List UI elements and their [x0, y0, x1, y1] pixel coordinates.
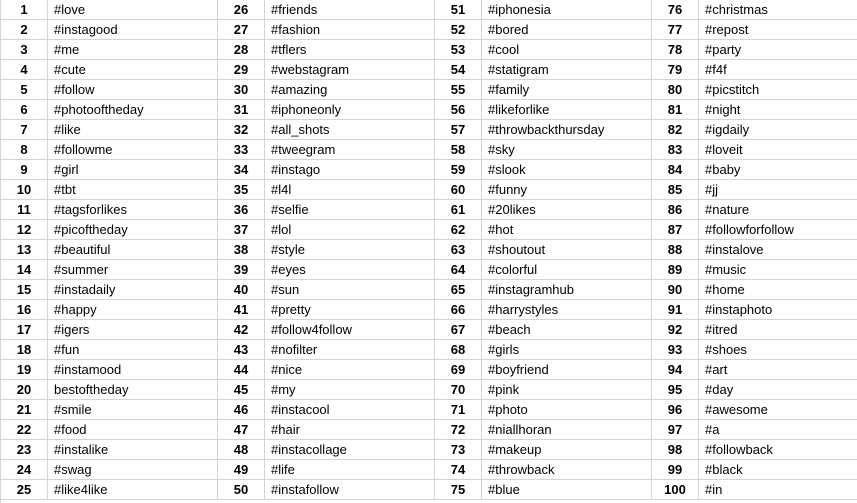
hashtag-cell[interactable]: #repost — [699, 20, 857, 40]
rank-cell[interactable]: 34 — [218, 160, 265, 180]
hashtag-cell[interactable]: #cute — [48, 60, 218, 80]
hashtag-cell[interactable]: #instacollage — [265, 440, 435, 460]
hashtag-cell[interactable]: #tagsforlikes — [48, 200, 218, 220]
hashtag-cell[interactable]: #throwbackthursday — [482, 120, 652, 140]
hashtag-cell[interactable]: #followforfollow — [699, 220, 857, 240]
hashtag-cell[interactable]: #igers — [48, 320, 218, 340]
rank-cell[interactable]: 53 — [435, 40, 482, 60]
hashtag-cell[interactable]: #tbt — [48, 180, 218, 200]
hashtag-cell[interactable]: #fashion — [265, 20, 435, 40]
hashtag-cell[interactable]: #follow4follow — [265, 320, 435, 340]
rank-cell[interactable]: 54 — [435, 60, 482, 80]
hashtag-cell[interactable]: #instacool — [265, 400, 435, 420]
rank-cell[interactable]: 37 — [218, 220, 265, 240]
rank-cell[interactable]: 97 — [652, 420, 699, 440]
rank-cell[interactable]: 77 — [652, 20, 699, 40]
hashtag-cell[interactable]: #shoes — [699, 340, 857, 360]
rank-cell[interactable]: 67 — [435, 320, 482, 340]
hashtag-cell[interactable]: #blue — [482, 480, 652, 500]
rank-cell[interactable]: 83 — [652, 140, 699, 160]
rank-cell[interactable]: 64 — [435, 260, 482, 280]
hashtag-cell[interactable]: #shoutout — [482, 240, 652, 260]
rank-cell[interactable]: 73 — [435, 440, 482, 460]
rank-cell[interactable]: 38 — [218, 240, 265, 260]
rank-cell[interactable]: 100 — [652, 480, 699, 500]
rank-cell[interactable]: 82 — [652, 120, 699, 140]
rank-cell[interactable]: 57 — [435, 120, 482, 140]
rank-cell[interactable]: 71 — [435, 400, 482, 420]
hashtag-cell[interactable]: #colorful — [482, 260, 652, 280]
hashtag-cell[interactable]: #a — [699, 420, 857, 440]
rank-cell[interactable]: 40 — [218, 280, 265, 300]
rank-cell[interactable]: 76 — [652, 0, 699, 20]
hashtag-cell[interactable]: #20likes — [482, 200, 652, 220]
hashtag-cell[interactable]: #instagramhub — [482, 280, 652, 300]
rank-cell[interactable]: 52 — [435, 20, 482, 40]
hashtag-cell[interactable]: #instadaily — [48, 280, 218, 300]
rank-cell[interactable]: 14 — [1, 260, 48, 280]
rank-cell[interactable]: 21 — [1, 400, 48, 420]
hashtag-cell[interactable]: #amazing — [265, 80, 435, 100]
rank-cell[interactable]: 32 — [218, 120, 265, 140]
rank-cell[interactable]: 89 — [652, 260, 699, 280]
rank-cell[interactable]: 5 — [1, 80, 48, 100]
hashtag-cell[interactable]: #all_shots — [265, 120, 435, 140]
rank-cell[interactable]: 65 — [435, 280, 482, 300]
hashtag-cell[interactable]: #my — [265, 380, 435, 400]
hashtag-cell[interactable]: #instaphoto — [699, 300, 857, 320]
rank-cell[interactable]: 15 — [1, 280, 48, 300]
rank-cell[interactable]: 63 — [435, 240, 482, 260]
rank-cell[interactable]: 29 — [218, 60, 265, 80]
rank-cell[interactable]: 24 — [1, 460, 48, 480]
hashtag-cell[interactable]: #photo — [482, 400, 652, 420]
hashtag-cell[interactable]: #bored — [482, 20, 652, 40]
rank-cell[interactable]: 47 — [218, 420, 265, 440]
hashtag-cell[interactable]: #like4like — [48, 480, 218, 500]
hashtag-cell[interactable]: #beautiful — [48, 240, 218, 260]
rank-cell[interactable]: 41 — [218, 300, 265, 320]
hashtag-cell[interactable]: #harrystyles — [482, 300, 652, 320]
hashtag-cell[interactable]: #party — [699, 40, 857, 60]
rank-cell[interactable]: 17 — [1, 320, 48, 340]
hashtag-cell[interactable]: #statigram — [482, 60, 652, 80]
hashtag-cell[interactable]: #instalike — [48, 440, 218, 460]
rank-cell[interactable]: 61 — [435, 200, 482, 220]
hashtag-cell[interactable]: #cool — [482, 40, 652, 60]
rank-cell[interactable]: 86 — [652, 200, 699, 220]
rank-cell[interactable]: 78 — [652, 40, 699, 60]
rank-cell[interactable]: 4 — [1, 60, 48, 80]
rank-cell[interactable]: 56 — [435, 100, 482, 120]
rank-cell[interactable]: 43 — [218, 340, 265, 360]
hashtag-cell[interactable]: #christmas — [699, 0, 857, 20]
rank-cell[interactable]: 25 — [1, 480, 48, 500]
rank-cell[interactable]: 92 — [652, 320, 699, 340]
hashtag-cell[interactable]: #me — [48, 40, 218, 60]
hashtag-cell[interactable]: #boyfriend — [482, 360, 652, 380]
hashtag-cell[interactable]: #loveit — [699, 140, 857, 160]
hashtag-cell[interactable]: #slook — [482, 160, 652, 180]
hashtag-cell[interactable]: #instamood — [48, 360, 218, 380]
rank-cell[interactable]: 11 — [1, 200, 48, 220]
hashtag-cell[interactable]: #f4f — [699, 60, 857, 80]
rank-cell[interactable]: 30 — [218, 80, 265, 100]
hashtag-cell[interactable]: #hot — [482, 220, 652, 240]
rank-cell[interactable]: 9 — [1, 160, 48, 180]
hashtag-cell[interactable]: #selfie — [265, 200, 435, 220]
rank-cell[interactable]: 3 — [1, 40, 48, 60]
rank-cell[interactable]: 99 — [652, 460, 699, 480]
rank-cell[interactable]: 42 — [218, 320, 265, 340]
hashtag-cell[interactable]: #nice — [265, 360, 435, 380]
rank-cell[interactable]: 87 — [652, 220, 699, 240]
rank-cell[interactable]: 91 — [652, 300, 699, 320]
hashtag-cell[interactable]: #happy — [48, 300, 218, 320]
hashtag-cell[interactable]: #lol — [265, 220, 435, 240]
rank-cell[interactable]: 28 — [218, 40, 265, 60]
rank-cell[interactable]: 27 — [218, 20, 265, 40]
hashtag-cell[interactable]: #pink — [482, 380, 652, 400]
rank-cell[interactable]: 18 — [1, 340, 48, 360]
hashtag-cell[interactable]: #sky — [482, 140, 652, 160]
hashtag-cell[interactable]: #throwback — [482, 460, 652, 480]
rank-cell[interactable]: 55 — [435, 80, 482, 100]
rank-cell[interactable]: 39 — [218, 260, 265, 280]
hashtag-cell[interactable]: #l4l — [265, 180, 435, 200]
hashtag-cell[interactable]: #like — [48, 120, 218, 140]
rank-cell[interactable]: 26 — [218, 0, 265, 20]
hashtag-cell[interactable]: #photooftheday — [48, 100, 218, 120]
rank-cell[interactable]: 50 — [218, 480, 265, 500]
rank-cell[interactable]: 49 — [218, 460, 265, 480]
hashtag-cell[interactable]: #food — [48, 420, 218, 440]
hashtag-cell[interactable]: #fun — [48, 340, 218, 360]
rank-cell[interactable]: 84 — [652, 160, 699, 180]
hashtag-cell[interactable]: #home — [699, 280, 857, 300]
hashtag-cell[interactable]: #sun — [265, 280, 435, 300]
rank-cell[interactable]: 8 — [1, 140, 48, 160]
hashtag-cell[interactable]: #eyes — [265, 260, 435, 280]
hashtag-cell[interactable]: #nofilter — [265, 340, 435, 360]
hashtag-cell[interactable]: #girls — [482, 340, 652, 360]
hashtag-cell[interactable]: #niallhoran — [482, 420, 652, 440]
hashtag-cell[interactable]: #instagood — [48, 20, 218, 40]
hashtag-cell[interactable]: #friends — [265, 0, 435, 20]
hashtag-cell[interactable]: #girl — [48, 160, 218, 180]
rank-cell[interactable]: 6 — [1, 100, 48, 120]
rank-cell[interactable]: 74 — [435, 460, 482, 480]
rank-cell[interactable]: 69 — [435, 360, 482, 380]
rank-cell[interactable]: 20 — [1, 380, 48, 400]
rank-cell[interactable]: 58 — [435, 140, 482, 160]
hashtag-cell[interactable]: #smile — [48, 400, 218, 420]
hashtag-cell[interactable]: #picoftheday — [48, 220, 218, 240]
hashtag-cell[interactable]: #hair — [265, 420, 435, 440]
rank-cell[interactable]: 16 — [1, 300, 48, 320]
hashtag-cell[interactable]: #iphoneonly — [265, 100, 435, 120]
hashtag-cell[interactable]: #love — [48, 0, 218, 20]
rank-cell[interactable]: 13 — [1, 240, 48, 260]
rank-cell[interactable]: 36 — [218, 200, 265, 220]
hashtag-cell[interactable]: #swag — [48, 460, 218, 480]
hashtag-cell[interactable]: #baby — [699, 160, 857, 180]
hashtag-cell[interactable]: #instalove — [699, 240, 857, 260]
hashtag-cell[interactable]: #iphonesia — [482, 0, 652, 20]
hashtag-cell[interactable]: #igdaily — [699, 120, 857, 140]
hashtag-cell[interactable]: #pretty — [265, 300, 435, 320]
hashtag-cell[interactable]: #day — [699, 380, 857, 400]
hashtag-cell[interactable]: #awesome — [699, 400, 857, 420]
rank-cell[interactable]: 66 — [435, 300, 482, 320]
hashtag-cell[interactable]: #art — [699, 360, 857, 380]
hashtag-cell[interactable]: #in — [699, 480, 857, 500]
rank-cell[interactable]: 62 — [435, 220, 482, 240]
rank-cell[interactable]: 75 — [435, 480, 482, 500]
rank-cell[interactable]: 94 — [652, 360, 699, 380]
hashtag-cell[interactable]: #beach — [482, 320, 652, 340]
rank-cell[interactable]: 95 — [652, 380, 699, 400]
hashtag-cell[interactable]: #picstitch — [699, 80, 857, 100]
rank-cell[interactable]: 93 — [652, 340, 699, 360]
rank-cell[interactable]: 7 — [1, 120, 48, 140]
hashtag-cell[interactable]: #likeforlike — [482, 100, 652, 120]
hashtag-cell[interactable]: #webstagram — [265, 60, 435, 80]
rank-cell[interactable]: 23 — [1, 440, 48, 460]
hashtag-cell[interactable]: #night — [699, 100, 857, 120]
rank-cell[interactable]: 2 — [1, 20, 48, 40]
rank-cell[interactable]: 90 — [652, 280, 699, 300]
hashtag-cell[interactable]: #summer — [48, 260, 218, 280]
rank-cell[interactable]: 72 — [435, 420, 482, 440]
rank-cell[interactable]: 45 — [218, 380, 265, 400]
rank-cell[interactable]: 68 — [435, 340, 482, 360]
rank-cell[interactable]: 98 — [652, 440, 699, 460]
rank-cell[interactable]: 48 — [218, 440, 265, 460]
rank-cell[interactable]: 88 — [652, 240, 699, 260]
rank-cell[interactable]: 70 — [435, 380, 482, 400]
hashtag-cell[interactable]: bestoftheday — [48, 380, 218, 400]
rank-cell[interactable]: 19 — [1, 360, 48, 380]
hashtag-cell[interactable]: #tweegram — [265, 140, 435, 160]
hashtag-cell[interactable]: #instafollow — [265, 480, 435, 500]
rank-cell[interactable]: 31 — [218, 100, 265, 120]
rank-cell[interactable]: 46 — [218, 400, 265, 420]
hashtag-cell[interactable]: #jj — [699, 180, 857, 200]
rank-cell[interactable]: 79 — [652, 60, 699, 80]
hashtag-cell[interactable]: #family — [482, 80, 652, 100]
hashtag-cell[interactable]: #nature — [699, 200, 857, 220]
hashtag-cell[interactable]: #followback — [699, 440, 857, 460]
hashtag-cell[interactable]: #tflers — [265, 40, 435, 60]
rank-cell[interactable]: 85 — [652, 180, 699, 200]
hashtag-cell[interactable]: #black — [699, 460, 857, 480]
hashtag-cell[interactable]: #music — [699, 260, 857, 280]
rank-cell[interactable]: 1 — [1, 0, 48, 20]
rank-cell[interactable]: 96 — [652, 400, 699, 420]
rank-cell[interactable]: 33 — [218, 140, 265, 160]
hashtag-cell[interactable]: #followme — [48, 140, 218, 160]
hashtag-cell[interactable]: #itred — [699, 320, 857, 340]
rank-cell[interactable]: 59 — [435, 160, 482, 180]
hashtag-cell[interactable]: #style — [265, 240, 435, 260]
hashtag-cell[interactable]: #funny — [482, 180, 652, 200]
rank-cell[interactable]: 80 — [652, 80, 699, 100]
rank-cell[interactable]: 22 — [1, 420, 48, 440]
rank-cell[interactable]: 12 — [1, 220, 48, 240]
rank-cell[interactable]: 51 — [435, 0, 482, 20]
hashtag-cell[interactable]: #life — [265, 460, 435, 480]
hashtag-cell[interactable]: #instago — [265, 160, 435, 180]
rank-cell[interactable]: 60 — [435, 180, 482, 200]
rank-cell[interactable]: 81 — [652, 100, 699, 120]
hashtag-cell[interactable]: #makeup — [482, 440, 652, 460]
rank-cell[interactable]: 10 — [1, 180, 48, 200]
rank-cell[interactable]: 44 — [218, 360, 265, 380]
rank-cell[interactable]: 35 — [218, 180, 265, 200]
hashtag-cell[interactable]: #follow — [48, 80, 218, 100]
